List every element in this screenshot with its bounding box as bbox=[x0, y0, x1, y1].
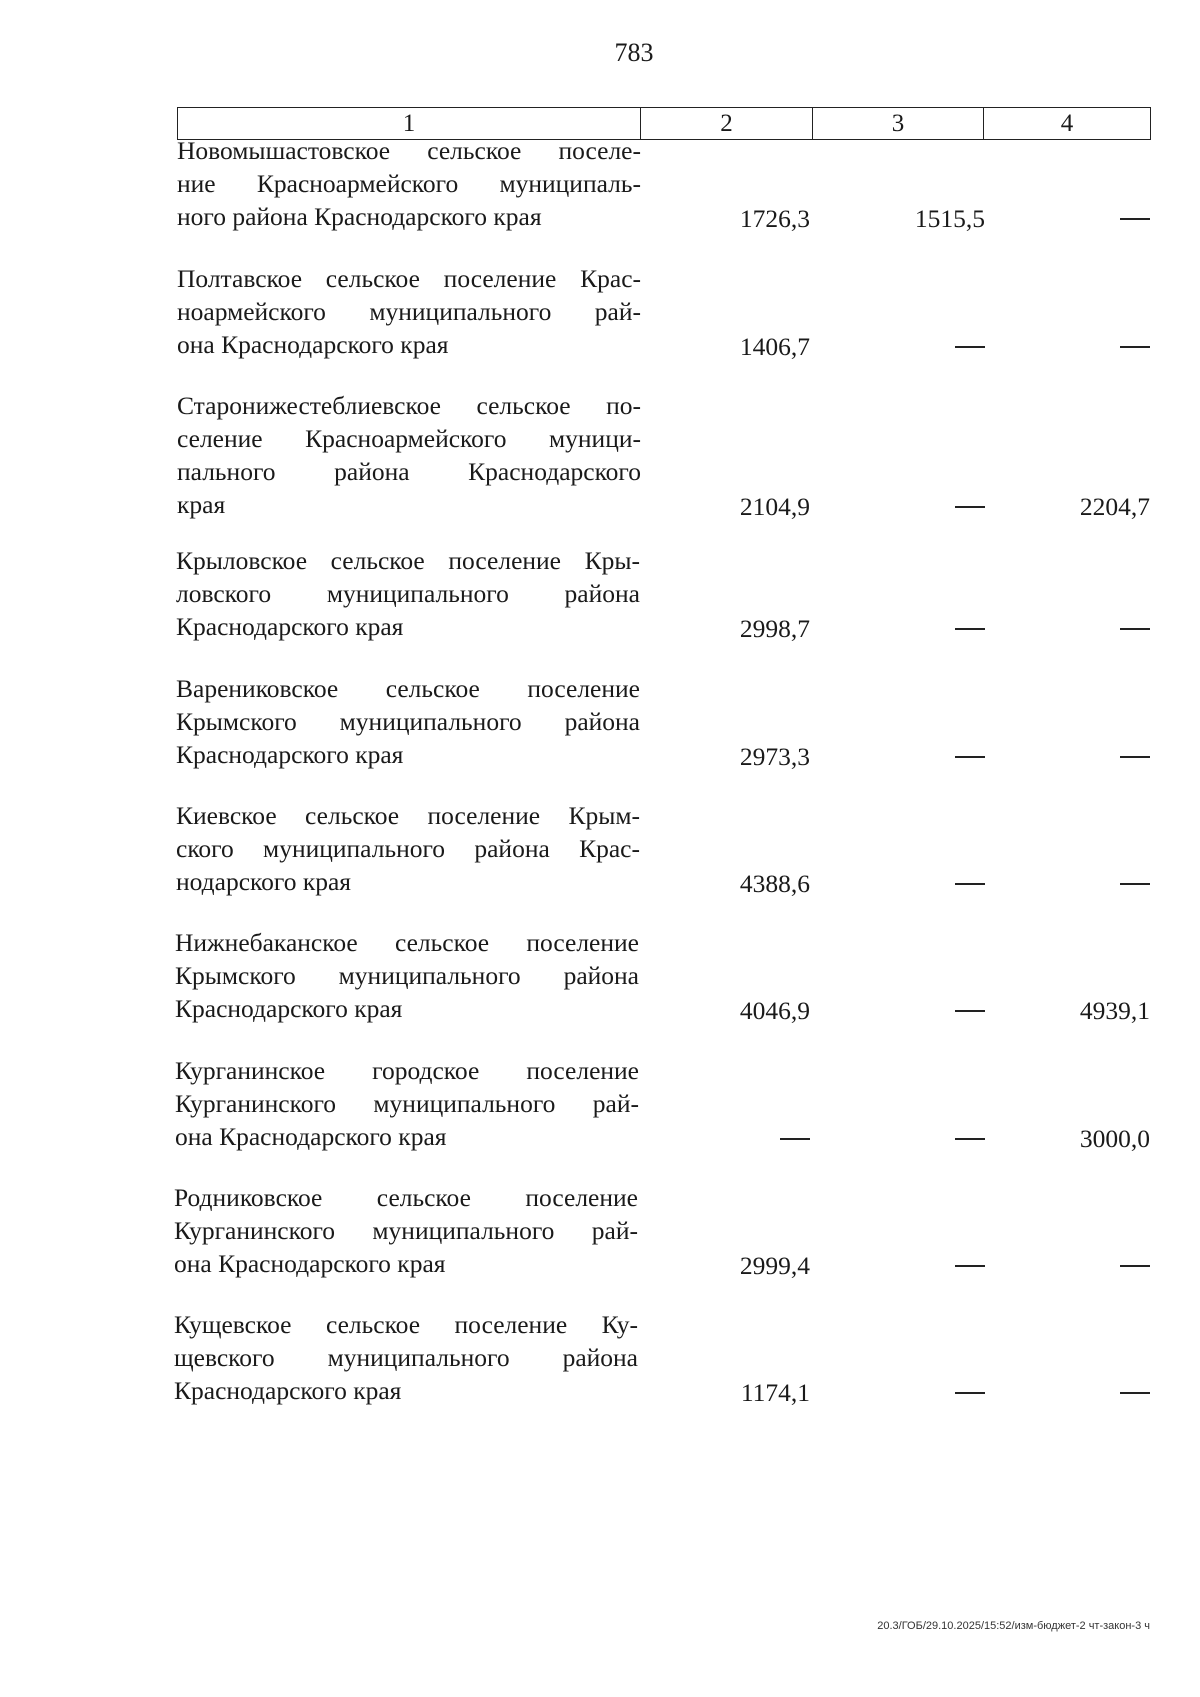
row-value-col4: 2204,7 bbox=[1079, 492, 1150, 521]
row-value-col2 bbox=[670, 1122, 810, 1155]
row-name-line: она Краснодарского края bbox=[174, 1249, 446, 1278]
row-name-line: Краснодарского края bbox=[176, 612, 404, 641]
dash-mark bbox=[780, 1138, 810, 1139]
row-value-col3 bbox=[845, 612, 985, 645]
row-name bbox=[175, 926, 639, 1025]
footer-code: 20.3/ГОБ/29.10.2025/15:52/изм-бюджет-2 чт-закон-3 ч bbox=[877, 1620, 1150, 1632]
row-name-line: Курганинского муниципального рай- bbox=[175, 1089, 639, 1118]
row-name-line: Краснодарского края bbox=[176, 740, 404, 769]
row-name bbox=[177, 389, 641, 521]
dash-mark bbox=[955, 506, 985, 507]
row-value-col2: 1406,7 bbox=[739, 332, 810, 361]
dash-mark bbox=[1120, 218, 1150, 219]
row-value-col2: 2999,4 bbox=[739, 1251, 810, 1280]
row-name-line: она Краснодарского края bbox=[177, 330, 449, 359]
row-name bbox=[175, 1054, 639, 1153]
row-value-col4 bbox=[1010, 867, 1150, 900]
dash-mark bbox=[1120, 346, 1150, 347]
row-name-line: щевского муниципального района bbox=[174, 1343, 638, 1372]
row-value-col4 bbox=[1010, 330, 1150, 363]
row-name-line: Кущевское сельское поселение Ку- bbox=[174, 1310, 638, 1339]
row-value-col3: 1515,5 bbox=[914, 204, 985, 233]
row-name-line: Новомышастовское сельское поселе- bbox=[177, 136, 641, 165]
row-name-line: Киевское сельское поселение Крым- bbox=[176, 801, 640, 830]
row-name-line: Краснодарского края bbox=[175, 994, 403, 1023]
row-name-line: пального района Краснодарского bbox=[177, 457, 641, 486]
dash-mark bbox=[955, 1265, 985, 1266]
row-name-line: она Краснодарского края bbox=[175, 1122, 447, 1151]
row-value-col3 bbox=[845, 1249, 985, 1282]
dash-mark bbox=[1120, 1265, 1150, 1266]
header-col-4: 4 bbox=[983, 108, 1150, 139]
row-value-col3 bbox=[845, 330, 985, 363]
row-value-col4 bbox=[1010, 202, 1150, 235]
row-name-line: Варениковское сельское поселение bbox=[176, 674, 640, 703]
row-name-line: Нижнебаканское сельское поселение bbox=[175, 928, 639, 957]
row-name bbox=[174, 1308, 638, 1407]
row-value-col4: 3000,0 bbox=[1079, 1124, 1150, 1153]
row-name-line: ние Красноармейского муниципаль- bbox=[177, 169, 641, 198]
row-name-line: ского муниципального района Крас- bbox=[176, 834, 640, 863]
page-number: 783 bbox=[614, 38, 654, 67]
row-name-line: ноармейского муниципального рай- bbox=[177, 297, 641, 326]
dash-mark bbox=[955, 628, 985, 629]
row-name-line: Краснодарского края bbox=[174, 1376, 402, 1405]
row-name-line: Крыловское сельское поселение Кры- bbox=[176, 546, 640, 575]
row-value-col3 bbox=[845, 867, 985, 900]
row-name-line: ного района Краснодарского края bbox=[177, 202, 542, 231]
row-name-line: Крымского муниципального района bbox=[176, 707, 640, 736]
row-value-col4 bbox=[1010, 740, 1150, 773]
row-name-line: Полтавское сельское поселение Крас- bbox=[177, 264, 641, 293]
row-name-line: Крымского муниципального района bbox=[175, 961, 639, 990]
row-value-col3 bbox=[845, 490, 985, 523]
row-value-col2: 4046,9 bbox=[739, 996, 810, 1025]
row-value-col3 bbox=[845, 1122, 985, 1155]
dash-mark bbox=[955, 1138, 985, 1139]
row-value-col3 bbox=[845, 1376, 985, 1409]
dash-mark bbox=[955, 346, 985, 347]
row-name bbox=[174, 1181, 638, 1280]
row-name bbox=[176, 544, 640, 643]
row-value-col4: 4939,1 bbox=[1079, 996, 1150, 1025]
row-name bbox=[176, 672, 640, 771]
row-value-col4 bbox=[1010, 612, 1150, 645]
row-value-col2: 1174,1 bbox=[740, 1378, 810, 1407]
dash-mark bbox=[1120, 1392, 1150, 1393]
dash-mark bbox=[955, 1392, 985, 1393]
row-value-col2: 2998,7 bbox=[739, 614, 810, 643]
dash-mark bbox=[1120, 883, 1150, 884]
header-col-3: 3 bbox=[812, 108, 983, 139]
row-value-col2: 2973,3 bbox=[739, 742, 810, 771]
dash-mark bbox=[955, 756, 985, 757]
dash-mark bbox=[1120, 628, 1150, 629]
row-value-col4 bbox=[1010, 1376, 1150, 1409]
row-name bbox=[177, 134, 641, 233]
row-value-col2: 4388,6 bbox=[739, 869, 810, 898]
row-name-line: Старонижестеблиевское сельское по- bbox=[177, 391, 641, 420]
dash-mark bbox=[955, 1010, 985, 1011]
dash-mark bbox=[955, 883, 985, 884]
row-name-line: Родниковское сельское поселение bbox=[174, 1183, 638, 1212]
row-name-line: ловского муниципального района bbox=[176, 579, 640, 608]
row-name-line: Курганинское городское поселение bbox=[175, 1056, 639, 1085]
row-value-col2: 2104,9 bbox=[739, 492, 810, 521]
row-value-col3 bbox=[845, 994, 985, 1027]
row-value-col3 bbox=[845, 740, 985, 773]
row-name bbox=[176, 799, 640, 898]
header-col-2: 2 bbox=[640, 108, 812, 139]
dash-mark bbox=[1120, 756, 1150, 757]
row-name-line: Курганинского муниципального рай- bbox=[174, 1216, 638, 1245]
row-name-line: нодарского края bbox=[176, 867, 352, 896]
header-col-1: 1 bbox=[402, 110, 416, 137]
row-value-col4 bbox=[1010, 1249, 1150, 1282]
row-name bbox=[177, 262, 641, 361]
row-name-line: селение Красноармейского муници- bbox=[177, 424, 641, 453]
row-name-line: края bbox=[177, 490, 226, 519]
row-value-col2: 1726,3 bbox=[739, 204, 810, 233]
